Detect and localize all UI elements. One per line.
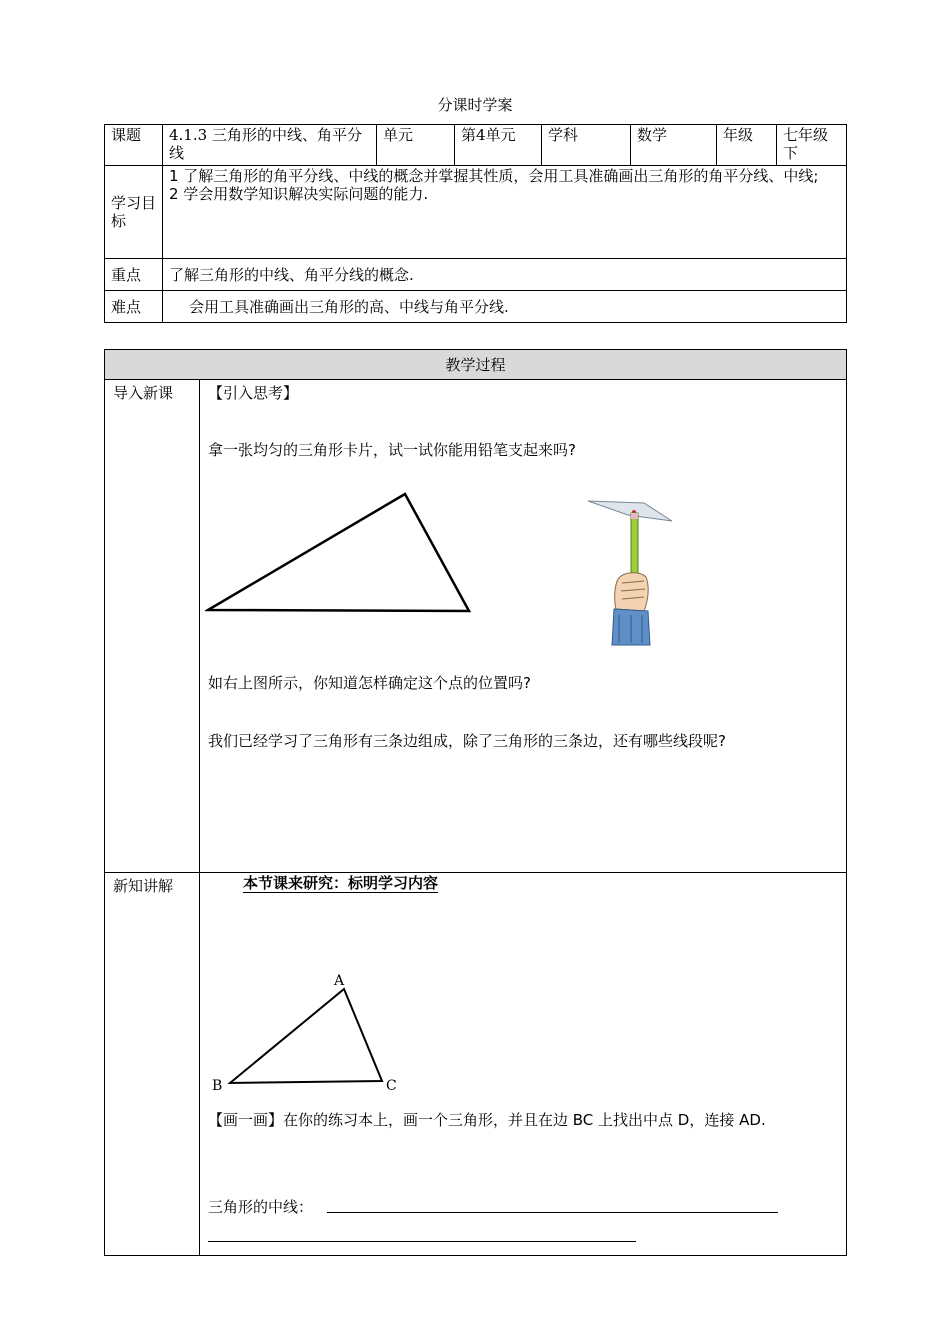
unit-value [455,125,542,166]
intro-content [200,380,847,873]
intro-question-3: 我们已经学习了三角形有三条边组成，除了三角形的三条边，还有哪些线段呢? [208,732,726,750]
difficult-value: 会用工具准确画出三角形的高、中线与角平分线. [163,291,847,323]
unit-prefix: 第 [461,126,477,144]
process-header: 教学过程 [105,350,847,380]
intro-heading: 【引入思考】 [208,384,299,402]
median-answer-line-1[interactable] [327,1212,778,1213]
unit-label: 单元 [377,125,455,166]
median-prompt: 三角形的中线： [208,1198,314,1216]
page-title: 分课时学案 [437,96,513,114]
intro-label: 导入新课 [105,380,200,873]
draw-task: 【画一画】在你的练习本上，画一个三角形，并且在边 BC 上找出中点 D，连接 AD. [208,1111,766,1129]
hand-pencil-icon [588,501,672,645]
topic-number: 4.1.3 [169,126,208,144]
grade-label: 年级 [717,125,777,166]
topic-text: 三角形的中线、角平分线 [169,126,362,162]
difficult-label: 难点 [105,291,163,323]
unit-number: 4 [476,126,486,144]
triangle-abc-shape [230,989,382,1083]
grade-value: 七年级下 [777,125,847,166]
vertex-a-label: A [334,973,345,989]
key-value: 了解三角形的中线、角平分线的概念. [163,259,847,291]
topic-label: 课题 [105,125,163,166]
pencil-support-illustration [586,497,676,647]
new-knowledge-content [200,873,847,1256]
new-heading: 本节课来研究：标明学习内容 [243,874,439,892]
unit-suffix: 单元 [485,126,516,144]
new-knowledge-label: 新知讲解 [105,873,200,1256]
goals-value [163,166,847,259]
teaching-process-table [104,349,847,1256]
vertex-b-label: B [212,1078,223,1094]
intro-question-1: 拿一张均匀的三角形卡片，试一试你能用铅笔支起来吗? [208,441,576,459]
triangle-abc-figure [208,969,408,1097]
goal-1: 1 了解三角形的角平分线、中线的概念并掌握其性质，会用工具准确画出三角形的角平分线、中线; [169,167,819,185]
triangle-card-figure [205,492,473,616]
intro-question-2: 如右上图所示，你知道怎样确定这个点的位置吗? [208,674,531,692]
median-answer-line-2[interactable] [208,1241,636,1242]
subject-label: 学科 [542,125,631,166]
goals-label: 学习目标 [105,166,163,259]
vertex-c-label: C [386,1078,397,1094]
key-label: 重点 [105,259,163,291]
triangle-card-shape [208,494,469,611]
subject-value: 数学 [631,125,717,166]
goal-2: 2 学会用数学知识解决实际问题的能力. [169,185,429,203]
topic-value [163,125,377,166]
lesson-info-table [104,124,847,323]
